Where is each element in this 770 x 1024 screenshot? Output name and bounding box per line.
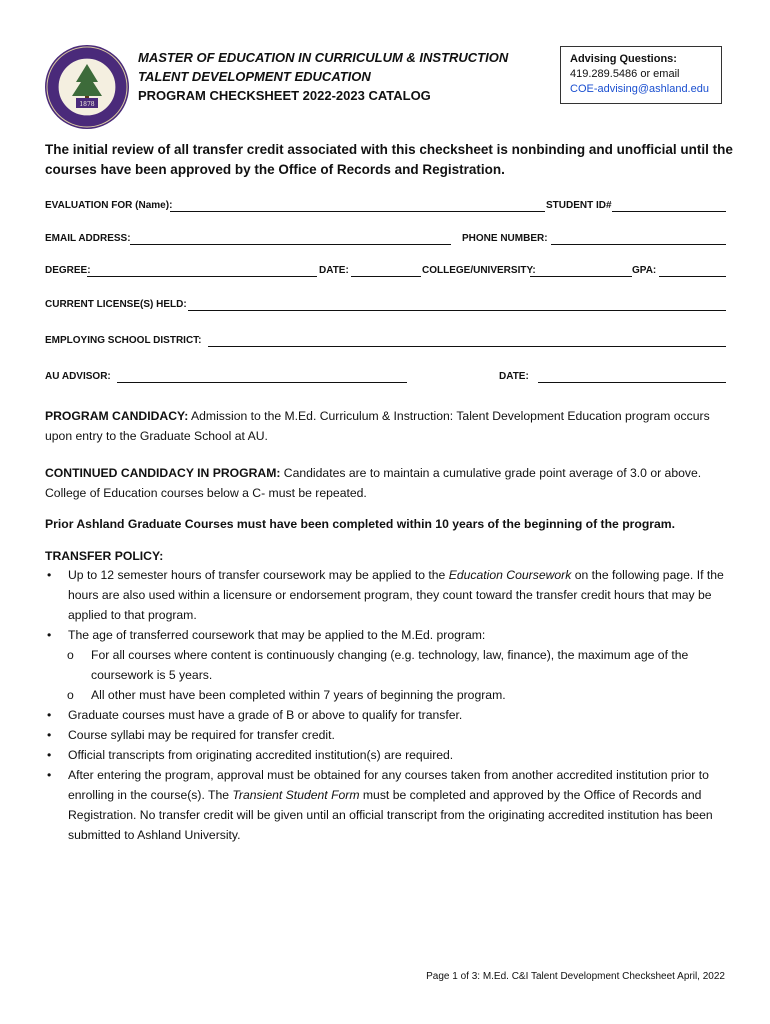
list-item — [45, 725, 735, 745]
list-item-text: Up to 12 semester hours of transfer coursework may be applied to the — [68, 568, 449, 582]
email-address-label: EMAIL ADDRESS: — [45, 233, 131, 244]
college-label: COLLEGE/UNIVERSITY: — [422, 265, 536, 276]
licenses-label: CURRENT LICENSE(S) HELD: — [45, 299, 187, 310]
advising-box — [560, 46, 722, 104]
list-item-text: The age of transferred coursework that may be applied to the M.Ed. program: — [68, 628, 486, 642]
form-row-district — [45, 335, 726, 351]
advisor-date-field[interactable] — [538, 382, 726, 383]
college-field[interactable] — [530, 276, 632, 277]
gpa-field[interactable] — [659, 276, 726, 277]
continued-candidacy-paragraph — [45, 463, 730, 503]
circle-bullet-icon: o — [67, 688, 74, 702]
advising-phone: 419.289.5486 or email — [570, 68, 680, 80]
phone-number-field[interactable] — [551, 244, 726, 245]
list-item — [45, 705, 735, 725]
continued-candidacy-label: CONTINUED CANDIDACY IN PROGRAM: — [45, 466, 281, 480]
transfer-policy-list — [45, 565, 735, 845]
student-id-label: STUDENT ID# — [546, 200, 612, 211]
degree-label: DEGREE: — [45, 265, 91, 276]
bullet-icon: • — [47, 708, 52, 722]
gpa-label: GPA: — [632, 265, 657, 276]
advising-heading: Advising Questions: — [570, 53, 677, 65]
advisor-label: AU ADVISOR: — [45, 371, 111, 382]
transfer-credit-notice: The initial review of all transfer credit associated with this checksheet is nonbinding and unofficial until the courses have been approved by the Office of Records and Registration. — [45, 142, 733, 177]
list-item-text: Official transcripts from originating accredited institution(s) are required. — [68, 748, 454, 762]
list-item-text: must be completed and approved by the Office of Records and Registration. No transfer credit will be given until an official transcript from the originating accredited institution has been submitted to Ashland University. — [68, 788, 713, 842]
licenses-field[interactable] — [188, 310, 726, 311]
form-row-licenses — [45, 299, 726, 315]
program-subtitle: TALENT DEVELOPMENT EDUCATION — [138, 69, 371, 84]
bullet-icon: • — [47, 568, 52, 582]
form-row-name — [45, 200, 726, 216]
list-item — [45, 765, 735, 845]
program-candidacy-text: Admission to the M.Ed. Curriculum & Instruction: Talent Development Education program occurs upon entry to the Graduate School at AU. — [45, 409, 710, 443]
catalog-title: PROGRAM CHECKSHEET 2022-2023 CATALOG — [138, 88, 431, 103]
bullet-icon: • — [47, 628, 52, 642]
prior-courses-notice: Prior Ashland Graduate Courses must have been completed within 10 years of the beginning of the program. — [45, 517, 676, 531]
advising-email-link[interactable]: COE-advising@ashland.edu — [570, 83, 709, 95]
district-field[interactable] — [208, 346, 726, 347]
bullet-icon: • — [47, 768, 52, 782]
transient-student-form-emphasis: Transient Student Form — [232, 788, 360, 802]
student-id-field[interactable] — [612, 211, 726, 212]
program-candidacy-label: PROGRAM CANDIDACY: — [45, 409, 189, 423]
advisor-date-label: DATE: — [499, 371, 529, 382]
list-item — [45, 565, 735, 625]
evaluation-for-label: EVALUATION FOR (Name): — [45, 200, 173, 211]
form-row-contact — [45, 233, 726, 249]
sublist-item-text: For all courses where content is continuously changing (e.g. technology, law, finance), the maximum age of the coursework is 5 years. — [91, 648, 689, 682]
district-label: EMPLOYING SCHOOL DISTRICT: — [45, 335, 202, 346]
form-row-advisor — [45, 371, 726, 387]
list-item — [45, 745, 735, 765]
circle-bullet-icon: o — [67, 648, 74, 662]
email-address-field[interactable] — [130, 244, 451, 245]
list-item-text: Graduate courses must have a grade of B or above to qualify for transfer. — [68, 708, 463, 722]
form-row-degree — [45, 265, 726, 281]
education-coursework-emphasis: Education Coursework — [448, 568, 572, 582]
sublist-item — [45, 645, 735, 685]
program-candidacy-paragraph — [45, 406, 730, 446]
list-item — [45, 625, 735, 705]
bullet-icon: • — [47, 728, 52, 742]
list-item-text: Course syllabi may be required for transfer credit. — [68, 728, 335, 742]
page-footer: Page 1 of 3: M.Ed. C&I Talent Development Checksheet April, 2022 — [426, 971, 725, 982]
checksheet-header — [138, 48, 538, 105]
transfer-policy-heading: TRANSFER POLICY: — [45, 549, 164, 563]
continued-candidacy-text: Candidates are to maintain a cumulative grade point average of 3.0 or above. College of Education courses below a C- must be repeated. — [45, 466, 702, 500]
sublist-item — [45, 685, 735, 705]
name-field[interactable] — [170, 211, 545, 212]
advisor-field[interactable] — [117, 382, 407, 383]
list-item-text: on the following page. If the hours are also used within a licensure or endorsement program, they count toward the transfer credit hours that may be applied to that program. — [68, 568, 724, 622]
phone-number-label: PHONE NUMBER: — [462, 233, 548, 244]
coursework-age-sublist — [45, 645, 735, 705]
university-seal-logo — [44, 44, 130, 130]
degree-field[interactable] — [87, 276, 317, 277]
bullet-icon: • — [47, 748, 52, 762]
list-item-text: After entering the program, approval must be obtained for any courses taken from another accredited institution prior to enrolling in the course(s). The — [68, 768, 709, 802]
program-title: MASTER OF EDUCATION IN CURRICULUM & INSTRUCTION — [138, 50, 509, 65]
degree-date-label: DATE: — [319, 265, 349, 276]
svg-text:1878: 1878 — [79, 101, 95, 108]
degree-date-field[interactable] — [351, 276, 421, 277]
sublist-item-text: All other must have been completed within 7 years of beginning the program. — [91, 688, 506, 702]
